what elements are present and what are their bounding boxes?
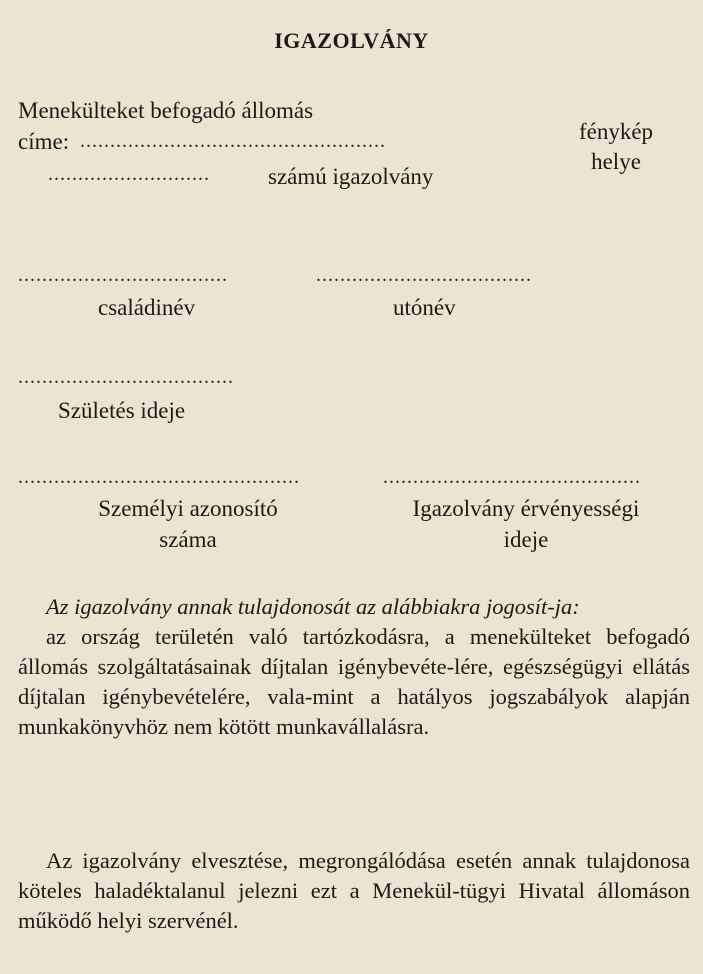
given-name-dots: .................................... <box>316 264 532 286</box>
loss-notice: Az igazolvány elvesztése, megrongálódása esetén annak tulajdonosa köteles haladéktalanul jelezni ezt a Menekül-tügyi Hivatal állomáson működő helyi szervénél. <box>18 848 690 933</box>
loss-notice-section <box>18 846 690 936</box>
birth-date-label: Születés ideje <box>58 398 186 423</box>
id-number-label: számú igazolvány <box>268 164 434 189</box>
address-label: címe: <box>18 129 70 154</box>
photo-label-line1: fénykép <box>578 119 654 144</box>
entitlement-body: az ország területén való tartózkodásra, a menekülteket befogadó állomás szolgáltatásainak díjtalan igénybevéte-lére, egészségügyi ellátás díjtalan igénybevételére, vala-mint a hatályos jogszabályok alapján munkakönyvhöz nem kötött munkavállalásra. <box>18 624 690 739</box>
personal-id-dots: ............................................... <box>18 466 300 488</box>
personal-id-label-2: száma <box>159 527 217 552</box>
entitlement-intro: Az igazolvány annak tulajdonosát az alábbiakra jogosít-ja: <box>46 594 580 619</box>
validity-label-2: ideje <box>503 527 549 552</box>
page-title: IGAZOLVÁNY <box>274 28 429 53</box>
validity-label: Igazolvány érvényességi <box>412 496 640 521</box>
address-dots: ................................................... <box>80 130 386 152</box>
given-name-label: utónév <box>393 295 456 320</box>
personal-id-label: Személyi azonosító <box>98 496 278 521</box>
station-label: Menekülteket befogadó állomás <box>18 98 314 123</box>
validity-dots: ........................................... <box>383 466 641 488</box>
photo-label-line2: helye <box>591 149 641 174</box>
birth-date-dots: .................................... <box>18 366 234 388</box>
id-number-dots: ........................... <box>48 163 210 185</box>
surname-label: családinév <box>98 295 196 320</box>
surname-dots: ................................... <box>18 264 228 286</box>
entitlement-section <box>18 592 690 742</box>
